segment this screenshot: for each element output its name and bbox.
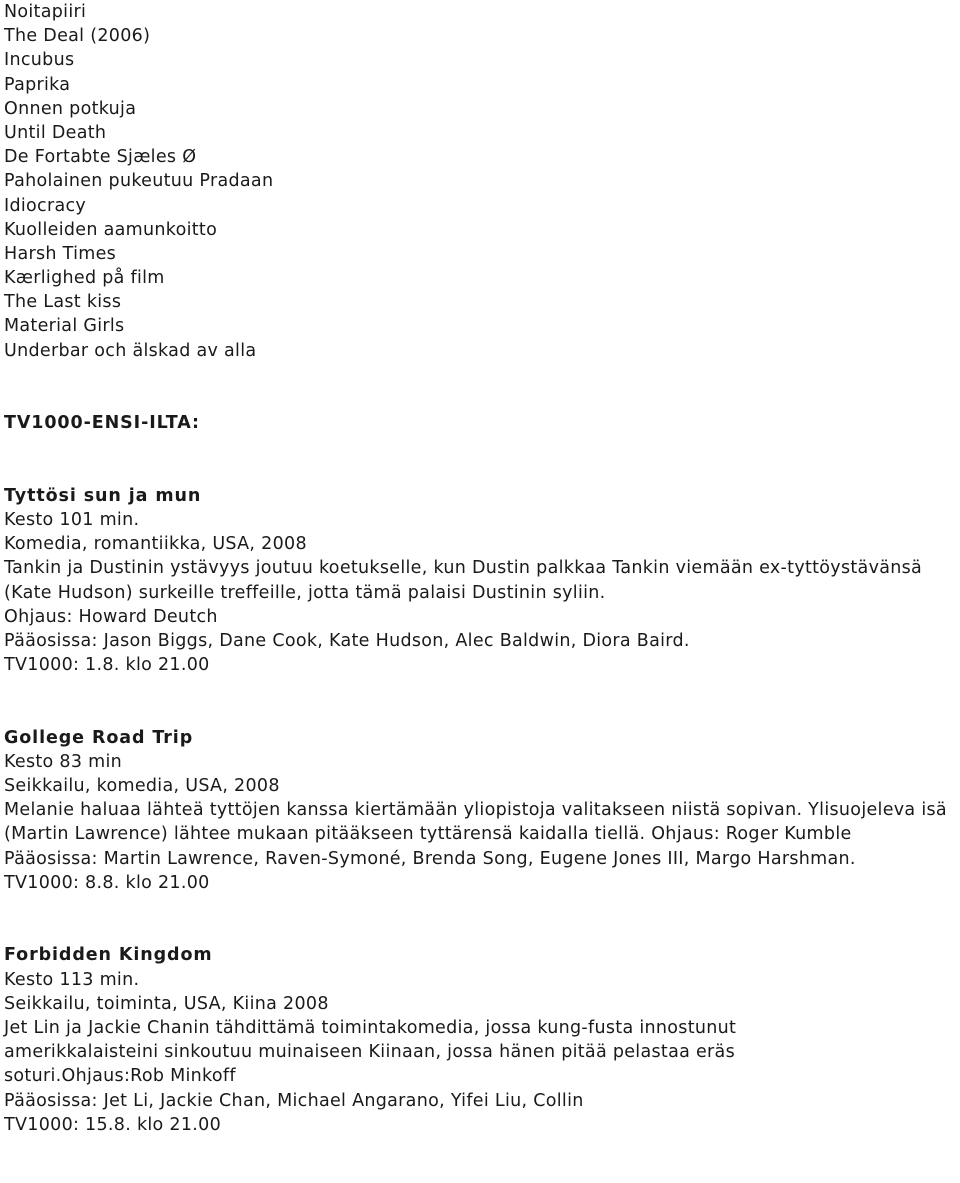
movie-title: Forbidden Kingdom	[4, 945, 213, 966]
movie-cast: Pääosissa: Martin Lawrence, Raven-Symoné, Brenda Song, Eugene Jones III, Margo Harshman.	[4, 848, 856, 869]
movie-title: Gollege Road Trip	[4, 727, 194, 748]
list-item: Until Death	[4, 122, 107, 143]
movie-entry	[4, 726, 956, 895]
section-heading: TV1000-ENSI-ILTA:	[4, 413, 200, 434]
list-item: Harsh Times	[4, 243, 117, 264]
list-item: The Last kiss	[4, 292, 122, 313]
movie-genre: Seikkailu, toiminta, USA, Kiina 2008	[4, 993, 329, 1014]
movie-description: Melanie haluaa lähteä tyttöjen kanssa kiertämään yliopistoja valitakseen niistä sopivan. Ylisuojeleva isä (Martin Lawrence) lähtee mukaan pitääkseen tyttärensä kaidalla tiellä. Ohjaus: Roger Kumble	[4, 800, 947, 845]
list-item: Idiocracy	[4, 195, 87, 216]
list-item: Kuolleiden aamunkoitto	[4, 219, 218, 240]
spacer	[4, 677, 956, 725]
list-item: Onnen potkuja	[4, 98, 137, 119]
movie-duration: Kesto 101 min.	[4, 509, 140, 530]
list-item: Paholainen pukeutuu Pradaan	[4, 171, 274, 192]
movie-list	[4, 0, 956, 363]
spacer	[4, 363, 956, 411]
movie-entry	[4, 484, 956, 678]
list-item: Underbar och älskad av alla	[4, 340, 257, 361]
movie-description: Tankin ja Dustinin ystävyys joutuu koetukselle, kun Dustin palkkaa Tankin viemään ex-tyttöystävänsä (Kate Hudson) surkeille treffeille, jotta tämä palaisi Dustinin syliin.	[4, 558, 923, 603]
list-item: Noitapiiri	[4, 2, 87, 22]
movie-airtime: TV1000: 8.8. klo 21.00	[4, 872, 210, 893]
spacer	[4, 895, 956, 943]
spacer	[4, 435, 956, 483]
movie-genre: Seikkailu, komedia, USA, 2008	[4, 776, 280, 797]
list-item: Incubus	[4, 50, 75, 71]
movie-description: Jet Lin ja Jackie Chanin tähdittämä toimintakomedia, jossa kung-fusta innostunut amerikkalaisteini sinkoutuu muinaiseen Kiinaan, jossa hänen pitää pelastaa eräs soturi.Ohjaus:Rob Minkoff	[4, 1018, 737, 1087]
movie-cast: Pääosissa: Jason Biggs, Dane Cook, Kate Hudson, Alec Baldwin, Diora Baird.	[4, 630, 690, 651]
movie-title: Tyttösi sun ja mun	[4, 485, 202, 506]
movie-duration: Kesto 83 min	[4, 751, 123, 772]
list-item: Material Girls	[4, 316, 125, 337]
list-item: Kærlighed på film	[4, 268, 165, 289]
list-item: The Deal (2006)	[4, 26, 151, 47]
movie-airtime: TV1000: 15.8. klo 21.00	[4, 1114, 222, 1135]
movie-cast: Pääosissa: Jet Li, Jackie Chan, Michael Angarano, Yifei Liu, Collin	[4, 1090, 584, 1111]
movie-airtime: TV1000: 1.8. klo 21.00	[4, 655, 210, 676]
movie-genre: Komedia, romantiikka, USA, 2008	[4, 534, 307, 555]
list-item: De Fortabte Sjæles Ø	[4, 147, 197, 168]
movie-entry	[4, 943, 956, 1137]
movie-director: Ohjaus: Howard Deutch	[4, 606, 218, 627]
list-item: Paprika	[4, 74, 71, 95]
movie-duration: Kesto 113 min.	[4, 969, 140, 990]
